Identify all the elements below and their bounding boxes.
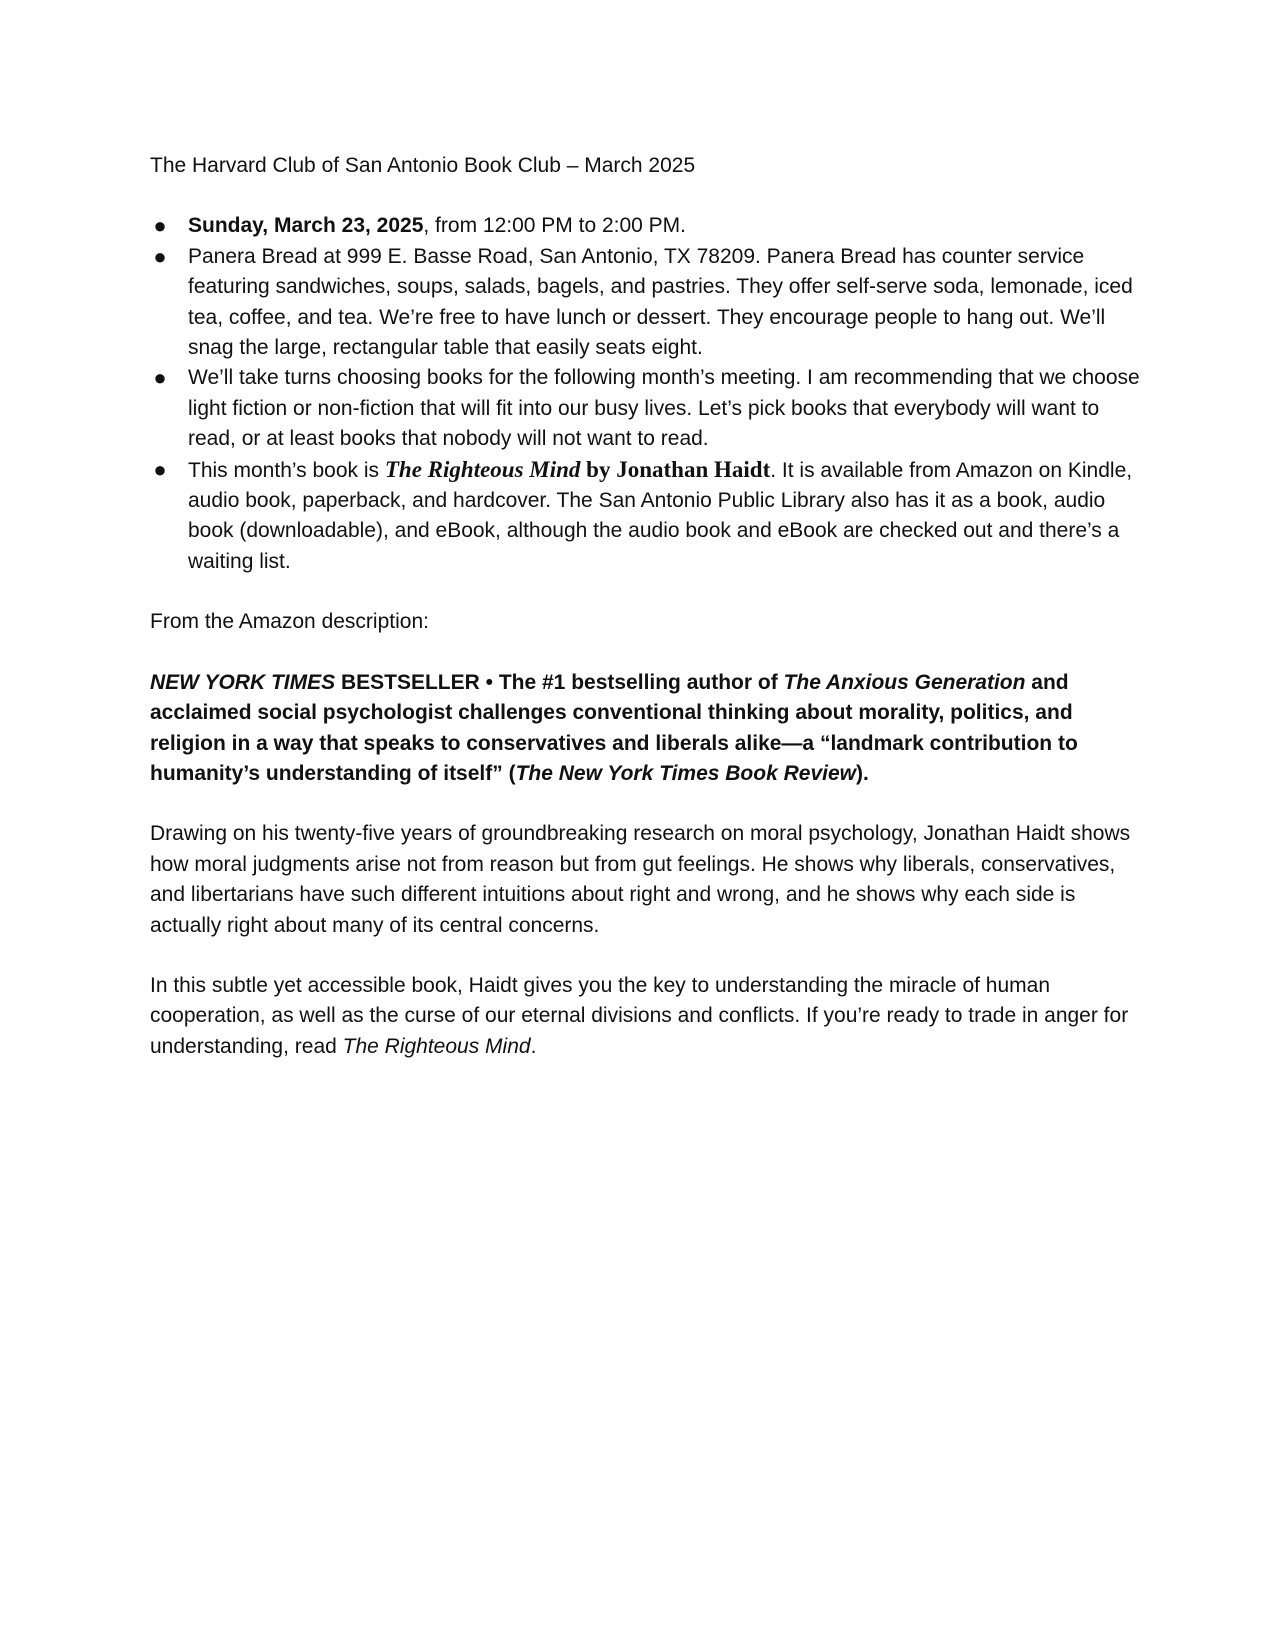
book-availability: . It is available from Amazon on Kindle, audio book, paperback, and hardcover. The San Antonio Public Library also has it as a book, audio book (downloadable), and eBook, although the audio book and eBook are checked out and there’s a waiting list.	[188, 458, 1133, 573]
description-headline	[150, 668, 1140, 790]
book-title: The Righteous Mind	[384, 456, 581, 482]
bullet-icon: ●	[153, 213, 167, 239]
bullet-icon: ●	[153, 243, 167, 269]
document-body	[150, 151, 1140, 1062]
meeting-date: Sunday, March 23, 2025	[188, 214, 424, 238]
paragraph2-end: .	[530, 1034, 537, 1058]
list-item-book	[150, 455, 1140, 578]
list-item-date	[150, 211, 1140, 241]
meeting-time: , from 12:00 PM to 2:00 PM.	[423, 214, 687, 238]
book-prefix: This month’s book is	[188, 458, 385, 482]
list-item-location	[150, 242, 1140, 364]
paragraph2-title: The Righteous Mind	[342, 1034, 531, 1058]
book-choice-note: We’ll take turns choosing books for the following month’s meeting. I am recommending that we choose light fiction or non-fiction that will fit into our busy lives. Let’s pick books that everybody will want to read, or at least books that nobody will not want to read.	[188, 366, 1140, 451]
headline-review: The New York Times Book Review	[515, 761, 856, 785]
meeting-location: Panera Bread at 999 E. Basse Road, San Antonio, TX 78209. Panera Bread has counter service featuring sandwiches, soups, salads, bagels, and pastries. They offer self-serve soda, lemonade, iced tea, coffee, and tea. We’re free to have lunch or dessert. They encourage people to hang out. We’ll snag the large, rectangular table that easily seats eight.	[188, 244, 1133, 360]
paragraph2-text: In this subtle yet accessible book, Haidt gives you the key to understanding the miracle of human cooperation, as well as the curse of our eternal divisions and conflicts. If you’re ready to trade in anger for understanding, read	[150, 973, 1129, 1058]
headline-part3: ).	[855, 761, 869, 785]
description-intro: From the Amazon description:	[150, 610, 429, 634]
book-title-author	[385, 457, 770, 482]
headline-part1: BESTSELLER • The #1 bestselling author of	[335, 670, 784, 694]
headline-book: The Anxious Generation	[783, 670, 1026, 694]
meeting-details-list	[150, 211, 1140, 577]
bullet-icon: ●	[153, 365, 167, 391]
document-title: The Harvard Club of San Antonio Book Club – March 2025	[150, 154, 696, 177]
bullet-icon: ●	[153, 456, 167, 482]
list-item-choosing	[150, 363, 1140, 454]
headline-nyt: NEW YORK TIMES	[150, 670, 336, 694]
description-paragraph-1: Drawing on his twenty-five years of groundbreaking research on moral psychology, Jonathan Haidt shows how moral judgments arise not from reason but from gut feelings. He shows why liberals, conservatives, and libertarians have such different intuitions about right and wrong, and he shows why each side is actually right about many of its central concerns.	[150, 822, 1131, 937]
headline-part2: and acclaimed social psychologist challenges conventional thinking about morality, politics, and religion in a way that speaks to conservatives and liberals alike—a “landmark contribution to humanity’s understanding of itself” (	[150, 670, 1078, 785]
book-author: by Jonathan Haidt	[580, 456, 771, 482]
description-paragraph-2	[150, 971, 1140, 1062]
